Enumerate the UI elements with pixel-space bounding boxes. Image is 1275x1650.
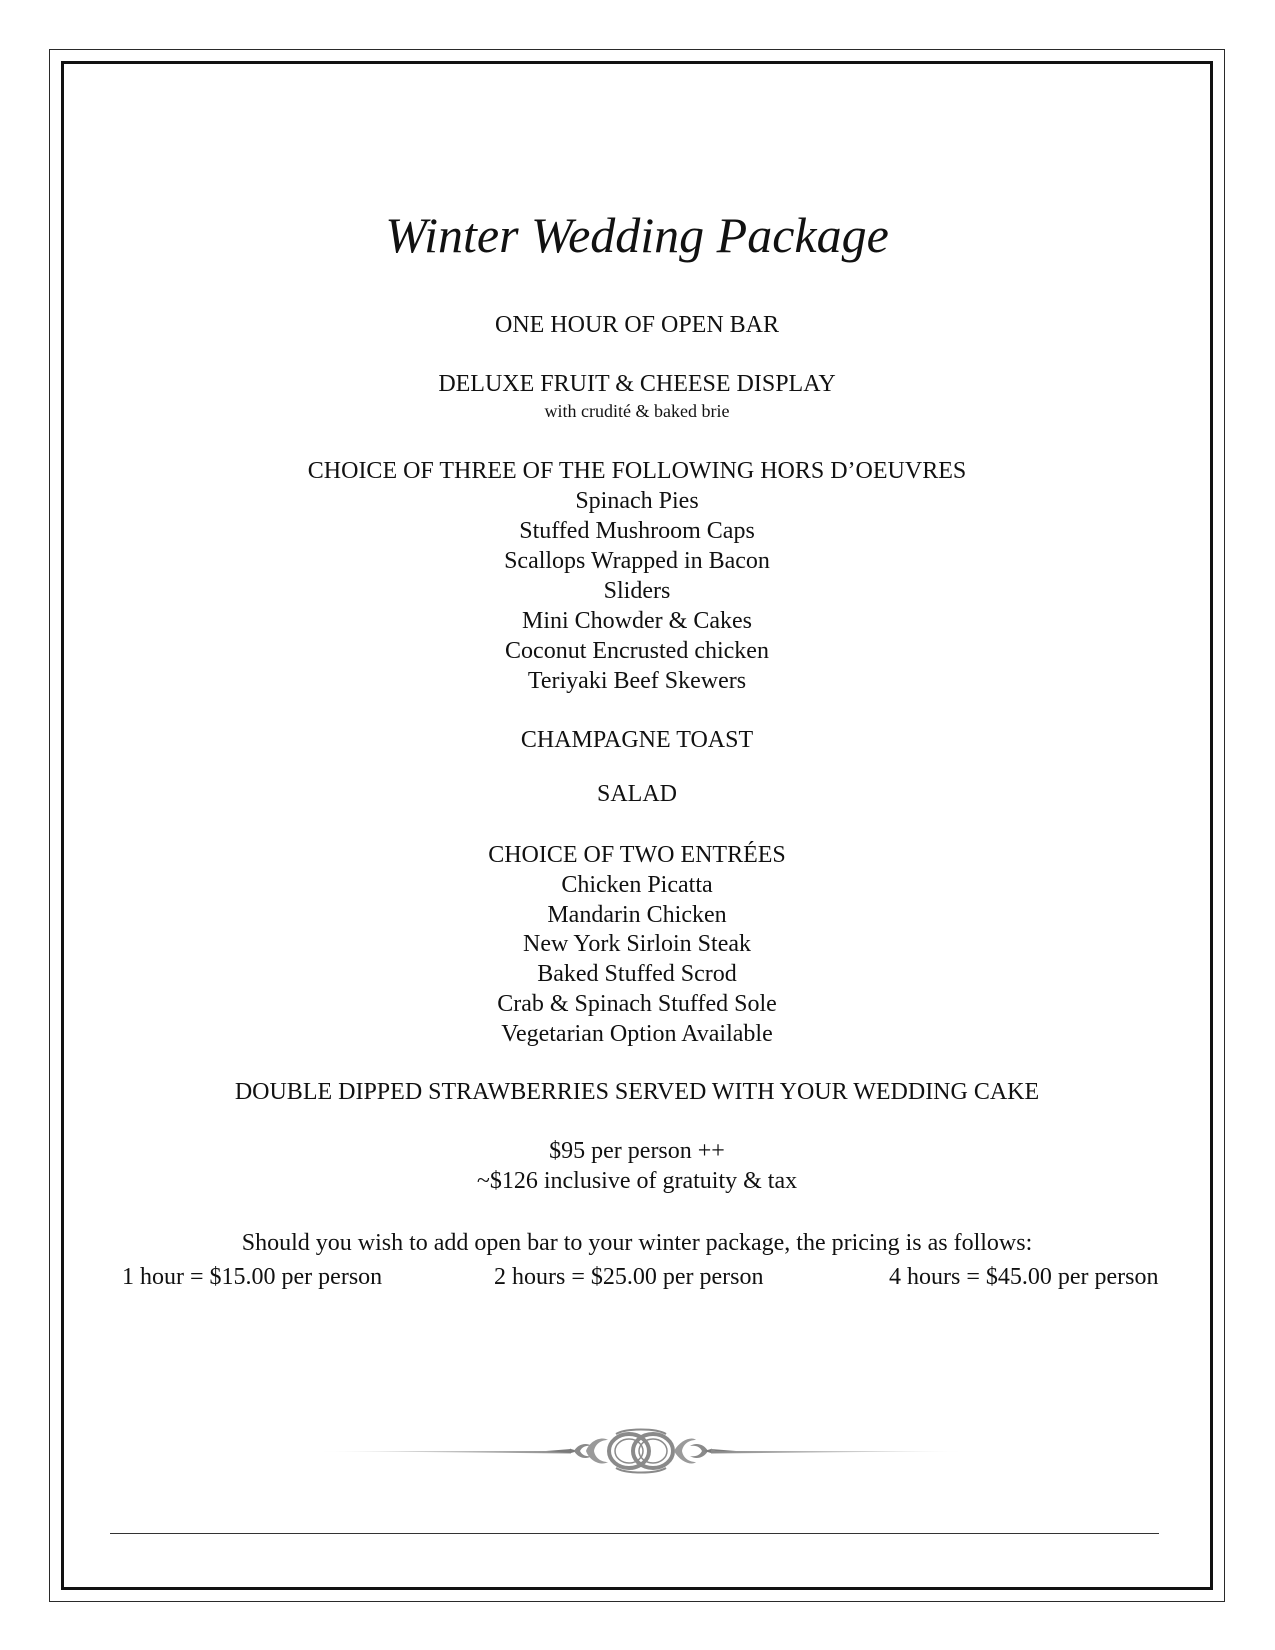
flourish-right <box>674 1438 966 1463</box>
rings-icon <box>609 1430 673 1473</box>
entree-item: New York Sirloin Steak <box>522 931 751 957</box>
entree-item: Chicken Picatta <box>561 872 713 898</box>
price-inclusive: ~$126 inclusive of gratuity & tax <box>476 1168 798 1194</box>
salad-heading: SALAD <box>596 781 677 807</box>
entree-item: Vegetarian Option Available <box>501 1021 773 1047</box>
champagne-toast: CHAMPAGNE TOAST <box>520 727 754 753</box>
page-inner-border <box>61 61 1213 1590</box>
hors-doeuvre-item: Teriyaki Beef Skewers <box>527 668 747 694</box>
hors-doeuvres-heading: CHOICE OF THREE OF THE FOLLOWING HORS D’OEUVRES <box>307 458 967 484</box>
open-bar-option: 2 hours = $25.00 per person <box>494 1264 764 1290</box>
dessert-line: DOUBLE DIPPED STRAWBERRIES SERVED WITH YOUR WEDDING CAKE <box>234 1079 1040 1105</box>
open-bar-heading: ONE HOUR OF OPEN BAR <box>494 312 780 338</box>
price-per-person: $95 per person ++ <box>549 1138 725 1164</box>
open-bar-addon-intro: Should you wish to add open bar to your winter package, the pricing is as follows: <box>241 1230 1033 1256</box>
fruit-display-heading: DELUXE FRUIT & CHEESE DISPLAY <box>438 371 836 397</box>
open-bar-option: 4 hours = $45.00 per person <box>889 1264 1159 1290</box>
open-bar-addon-options <box>0 1262 1275 1292</box>
hors-doeuvre-item: Stuffed Mushroom Caps <box>519 518 755 544</box>
entree-item: Mandarin Chicken <box>547 902 727 928</box>
hors-doeuvre-item: Coconut Encrusted chicken <box>505 638 769 664</box>
hors-doeuvre-item: Scallops Wrapped in Bacon <box>504 548 770 574</box>
hors-doeuvre-item: Mini Chowder & Cakes <box>522 608 752 634</box>
open-bar-option: 1 hour = $15.00 per person <box>122 1264 383 1290</box>
hors-doeuvre-item: Sliders <box>603 578 671 604</box>
entree-item: Baked Stuffed Scrod <box>537 961 737 987</box>
page-title: Winter Wedding Package <box>385 207 889 263</box>
wedding-rings-flourish-icon <box>316 1426 966 1476</box>
hors-doeuvre-item: Spinach Pies <box>575 488 699 514</box>
fruit-display-note: with crudité & baked brie <box>544 401 730 421</box>
footer-divider <box>110 1533 1159 1534</box>
entrees-heading: CHOICE OF TWO ENTRÉES <box>488 842 786 868</box>
flourish-left <box>316 1438 608 1463</box>
entree-item: Crab & Spinach Stuffed Sole <box>497 991 777 1017</box>
